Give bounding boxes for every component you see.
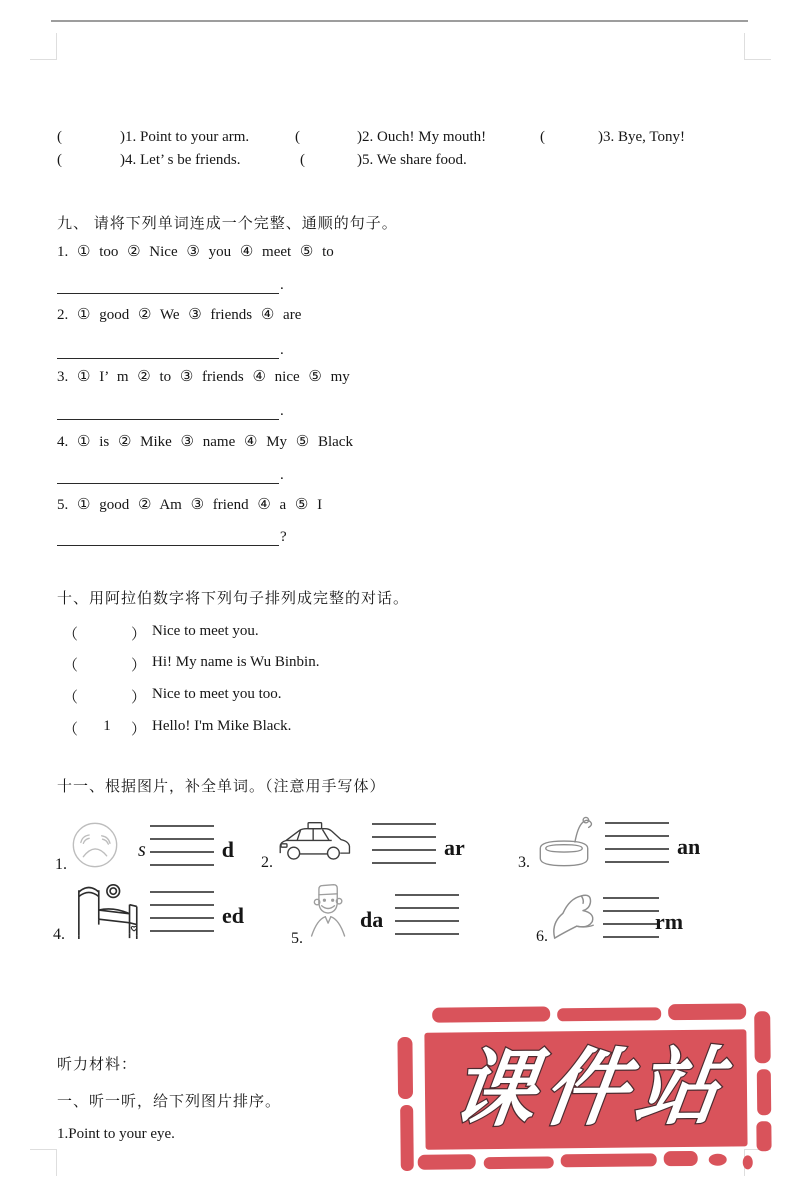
writing-lines xyxy=(372,823,436,864)
word-suffix: ar xyxy=(444,835,465,860)
item-number: 2. xyxy=(261,854,273,871)
answer-blank: . xyxy=(57,466,284,482)
dialog-line xyxy=(0,686,800,708)
dialog-line xyxy=(0,623,800,645)
dialog-line xyxy=(0,718,800,740)
section9-heading: 九、 请将下列单词连成一个完整、通顺的句子。 xyxy=(57,216,398,232)
word-item-4 xyxy=(53,878,244,944)
match-item: )5. We share food. xyxy=(357,152,467,168)
order-number: 1 xyxy=(103,718,111,734)
word-item-5 xyxy=(291,880,459,948)
paren-blank: ( xyxy=(540,129,545,145)
paren-open: （ xyxy=(63,627,79,643)
paren-blank: ( xyxy=(57,152,62,168)
match-item: )4. Let’ s be friends. xyxy=(120,152,241,168)
word-suffix: d xyxy=(221,837,235,862)
word-suffix: rm xyxy=(655,909,684,934)
dialog-sentence: Nice to meet you. xyxy=(152,623,259,639)
dialog-sentence: Nice to meet you too. xyxy=(152,686,282,702)
match-item: )2. Ouch! My mouth! xyxy=(357,129,487,145)
paren-close: ） xyxy=(131,627,147,643)
word-prefix: s xyxy=(138,838,146,861)
answer-blank: . xyxy=(57,276,284,292)
word-item-2 xyxy=(261,814,465,872)
answer-blank: . xyxy=(57,341,284,357)
word-suffix: an xyxy=(677,834,701,859)
paren-close: ） xyxy=(131,690,147,706)
paren-open: （ xyxy=(63,658,79,674)
writing-lines xyxy=(603,897,659,938)
question-words: 4. ① is ② Mike ③ name ④ My ⑤ Black xyxy=(57,434,353,450)
word-item-6 xyxy=(536,888,683,946)
match-item: )3. Bye, Tony! xyxy=(598,129,685,145)
bed-icon xyxy=(68,879,144,943)
item-number: 6. xyxy=(536,928,548,945)
dialog-sentence: Hi! My name is Wu Binbin. xyxy=(152,654,320,670)
writing-lines xyxy=(605,822,669,863)
dialog-sentence: Hello! I'm Mike Black. xyxy=(152,718,292,734)
paren-open: （ xyxy=(63,722,79,738)
listening-line1: 一、听一听，给下列图片排序。 xyxy=(57,1094,282,1110)
paren-close: ） xyxy=(131,722,147,738)
answer-blank: ? xyxy=(57,528,287,544)
page-boundary-line xyxy=(51,20,748,22)
crop-mark-bottom-left xyxy=(56,1149,57,1176)
stamp-text: 课件站 xyxy=(445,1039,735,1137)
item-number: 4. xyxy=(53,926,65,943)
sad-face-icon xyxy=(70,819,120,871)
paren-open: （ xyxy=(63,690,79,706)
paren-blank: ( xyxy=(57,129,62,145)
word-item-3 xyxy=(518,812,700,872)
word-suffix: ed xyxy=(222,903,244,928)
dad-icon xyxy=(306,881,352,947)
writing-lines xyxy=(395,894,459,935)
tin-can-icon xyxy=(533,814,595,870)
crop-mark-top-right xyxy=(744,33,745,60)
crop-mark-bottom-left xyxy=(30,1149,57,1150)
item-number: 1. xyxy=(55,856,67,873)
section10-heading: 十、用阿拉伯数字将下列句子排列成完整的对话。 xyxy=(57,591,410,607)
question-words: 2. ① good ② We ③ friends ④ are xyxy=(57,307,302,323)
listening-title: 听力材料： xyxy=(57,1057,138,1073)
paren-blank: ( xyxy=(300,152,305,168)
paren-close: ） xyxy=(131,658,147,674)
answer-blank: . xyxy=(57,402,284,418)
item-number: 3. xyxy=(518,854,530,871)
question-words: 1. ① too ② Nice ③ you ④ meet ⑤ to xyxy=(57,244,334,260)
listening-line2: 1.Point to your eye. xyxy=(57,1126,175,1142)
dialog-line xyxy=(0,654,800,676)
match-item: )1. Point to your arm. xyxy=(120,129,250,145)
paren-blank: ( xyxy=(295,129,300,145)
question-words: 3. ① I’ m ② to ③ friends ④ nice ⑤ my xyxy=(57,369,350,385)
word-item-1 xyxy=(55,816,234,874)
crop-mark-top-left xyxy=(30,59,57,60)
taxi-car-icon xyxy=(276,820,352,866)
word-prefix: da xyxy=(360,907,384,932)
writing-lines xyxy=(150,825,214,866)
crop-mark-top-right xyxy=(744,59,771,60)
crop-mark-top-left xyxy=(56,33,57,60)
item-number: 5. xyxy=(291,930,303,947)
stamp-watermark xyxy=(394,1001,791,1182)
section11-heading: 十一、根据图片，补全单词。（注意用手写体） xyxy=(57,779,386,795)
question-words: 5. ① good ② Am ③ friend ④ a ⑤ I xyxy=(57,497,323,513)
writing-lines xyxy=(150,891,214,932)
